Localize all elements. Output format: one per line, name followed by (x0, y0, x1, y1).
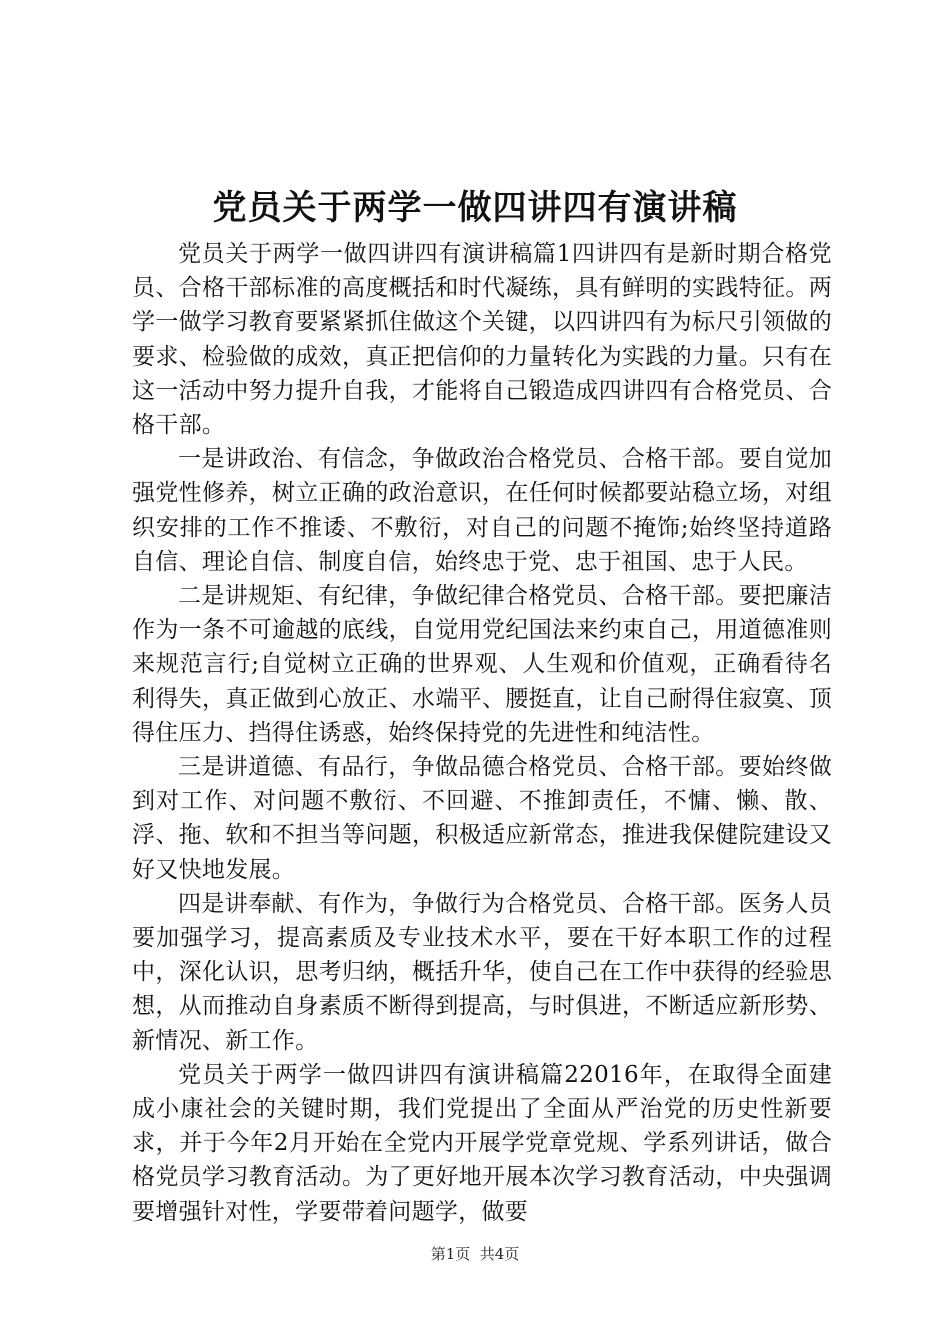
paragraph-3: 二是讲规矩、有纪律，争做纪律合格党员、合格干部。要把廉洁作为一条不可逾越的底线，自觉用党纪国法来约束自己，用道德准则来规范言行;自觉树立正确的世界观、人生观和价值观，正确看待名利得失，真正做到心放正、水端平、腰挺直，让自己耐得住寂寞、顶得住压力、挡得住诱惑，始终保持党的先进性和纯洁性。 (132, 583, 832, 746)
page-number-label: 第1页 共4页 (430, 1245, 520, 1263)
paragraph-4: 三是讲道德、有品行，争做品德合格党员、合格干部。要始终做到对工作、对问题不敷衍、不回避、不推卸责任，不慵、懒、散、浮、拖、软和不担当等问题，积极适应新常态，推进我保健院建设又好又快地发展。 (132, 754, 832, 883)
paragraph-6: 党员关于两学一做四讲四有演讲稿篇22016年，在取得全面建成小康社会的关键时期，我们党提出了全面从严治党的历史性新要求，并于今年2月开始在全党内开展学党章党规、学系列讲话，做合格党员学习教育活动。为了更好地开展本次学习教育活动，中央强调要增强针对性，学要带着问题学，做要 (132, 1061, 832, 1225)
document-title: 党员关于两学一做四讲四有演讲稿 (212, 188, 738, 228)
page-footer (0, 1244, 950, 1264)
paragraph-2: 一是讲政治、有信念，争做政治合格党员、合格干部。要自觉加强党性修养，树立正确的政治意识，在任何时候都要站稳立场，对组织安排的工作不推诿、不敷衍，对自己的问题不掩饰;始终坚持道路自信、理论自信、制度自信，始终忠于党、忠于祖国、忠于人民。 (132, 446, 832, 575)
paragraph-5: 四是讲奉献、有作为，争做行为合格党员、合格干部。医务人员要加强学习，提高素质及专业技术水平，要在干好本职工作的过程中，深化认识，思考归纳，概括升华，使自己在工作中获得的经验思想，从而推动自身素质不断得到提高，与时俱进，不断适应新形势、新情况、新工作。 (132, 890, 832, 1054)
paragraph-1: 党员关于两学一做四讲四有演讲稿篇1四讲四有是新时期合格党员、合格干部标准的高度概括和时代凝练，具有鲜明的实践特征。两学一做学习教育要紧紧抓住做这个关键，以四讲四有为标尺引领做的要求、检验做的成效，真正把信仰的力量转化为实践的力量。只有在这一活动中努力提升自我，才能将自己锻造成四讲四有合格党员、合格干部。 (132, 241, 832, 439)
document-body (132, 237, 832, 1229)
